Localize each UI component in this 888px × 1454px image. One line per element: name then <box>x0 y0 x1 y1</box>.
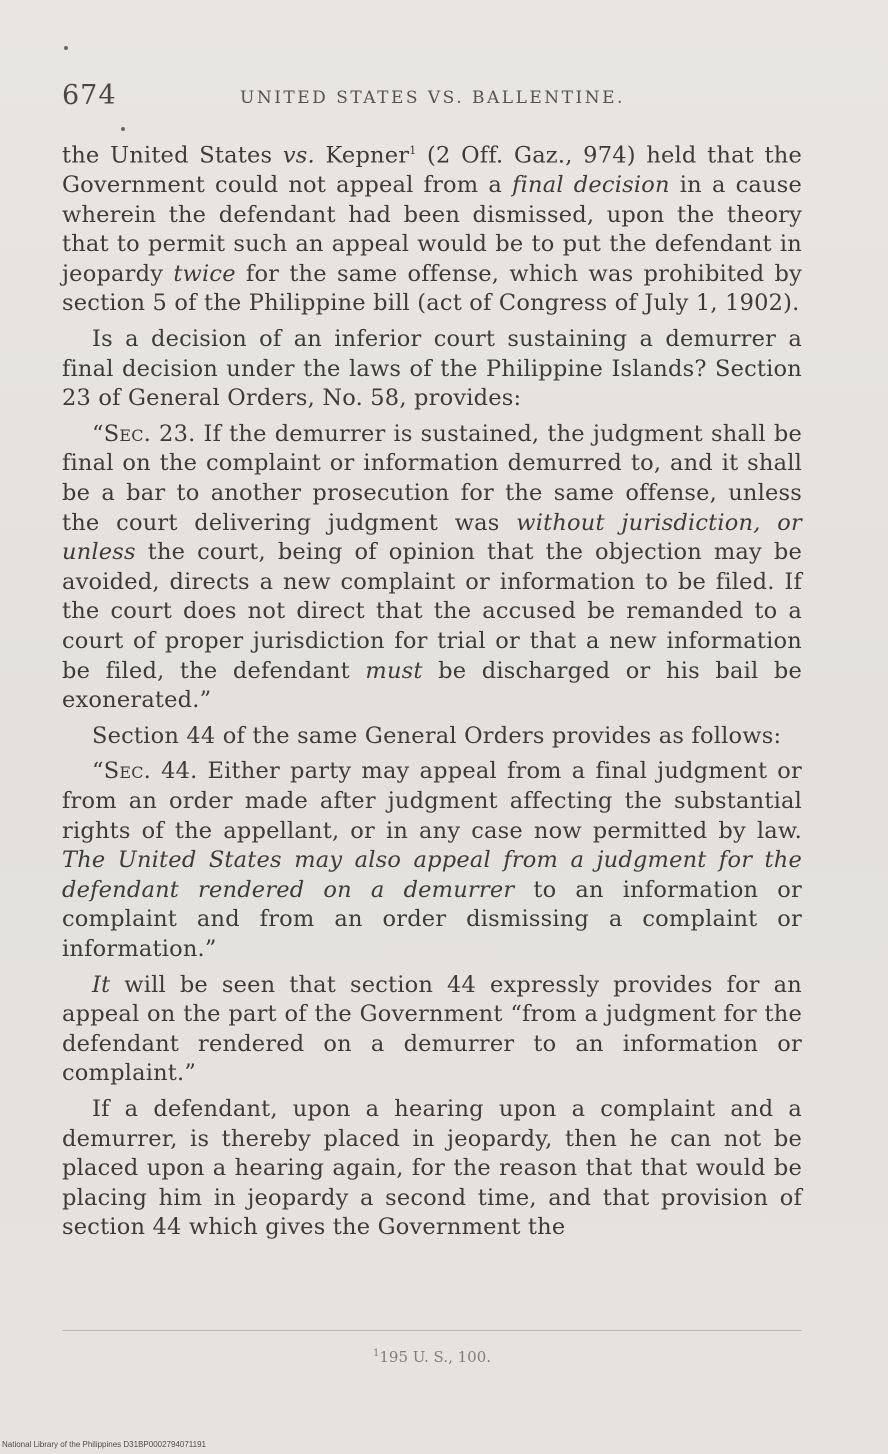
running-head: UNITED STATES VS. BALLENTINE. <box>240 88 625 108</box>
footnote-divider <box>62 1330 802 1331</box>
scan-speck <box>64 46 68 50</box>
scan-speck <box>121 127 125 131</box>
paragraph-1: the United States vs. Kepner$^1$ (2 Off. Gaz., 974) held that the Government could not appeal from a final decision in a cause wherein the defendant had been dismissed, upon the theory that to permit such an appeal would be to put the defendant in jeopardy twice for the same offense, which was prohibited by section 5 of the Philippine bill (act of Congress of July 1, 1902). <box>62 142 803 317</box>
page-number: 674 <box>62 80 117 111</box>
body-text <box>62 136 802 1243</box>
footnote <box>62 1348 802 1366</box>
archive-identifier: National Library of the Philippines D31BP0002794071191 <box>2 1440 206 1449</box>
page-header <box>62 80 822 120</box>
footnote-marker: 1 <box>372 1348 380 1359</box>
quoted-section-44: “Sec. 44. Either party may appeal from a final judgment or from an order made after judgment affecting the substantial rights of the appellant, or in any case now permitted by law. The United States may also appeal from a judgment for the defendant rendered on a demurrer to an information or complaint and from an order dismissing a complaint or information.” <box>62 758 802 962</box>
footnote-reference: 1 <box>409 144 417 157</box>
paragraph-2: Is a decision of an inferior court sustaining a demurrer a final decision under the laws of the Philippine Islands? Section 23 of General Orders, No. 58, provides: <box>62 326 802 412</box>
paragraph-6: It will be seen that section 44 expressly provides for an appeal on the part of the Government “from a judgment for the defendant rendered on a demurrer to an information or complaint.” <box>62 971 802 1087</box>
quoted-section-23: “Sec. 23. If the demurrer is sustained, the judgment shall be final on the complaint or information demurred to, and it shall be a bar to another prosecution for the same offense, unless the court delivering judgment was without jurisdiction, or unless the court, being of opinion that the objection may be avoided, directs a new complaint or information to be filed. If the court does not direct that the accused be remanded to a court of proper jurisdiction for trial or that a new information be filed, the defendant must be discharged or his bail be exonerated.” <box>62 420 802 714</box>
footnote-text: 195 U. S., 100. <box>379 1348 492 1366</box>
paragraph-7: If a defendant, upon a hearing upon a complaint and a demurrer, is thereby placed in jeopardy, then he can not be placed upon a hearing again, for the reason that that would be placing him in jeopardy a second time, and that provision of section 44 which gives the Government the <box>62 1095 802 1241</box>
paragraph-4: Section 44 of the same General Orders provides as follows: <box>92 722 782 749</box>
